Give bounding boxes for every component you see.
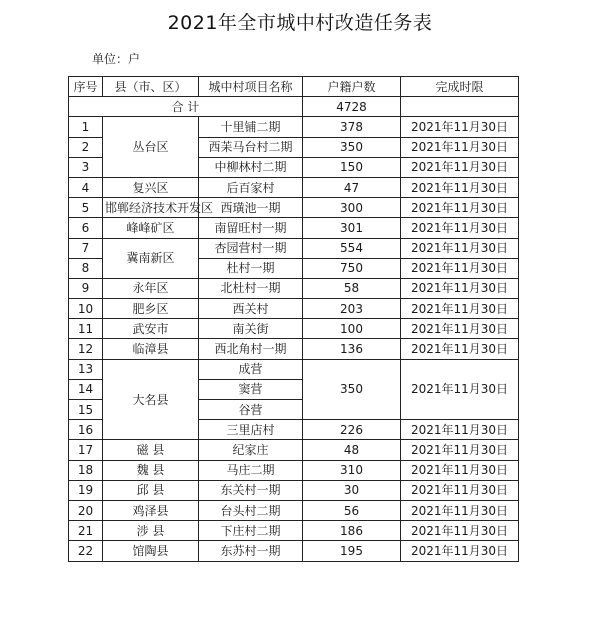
table-row	[69, 480, 519, 500]
project-cell: 杜村一期	[199, 258, 303, 278]
county-cell: 邯郸经济技术开发区	[103, 198, 199, 218]
seq-cell: 6	[69, 218, 103, 238]
project-cell: 西关村	[199, 299, 303, 319]
seq-cell: 2	[69, 137, 103, 157]
deadline-cell: 2021年11月30日	[401, 420, 519, 440]
total-deadline-cell	[401, 97, 519, 117]
households-cell: 100	[303, 319, 401, 339]
seq-cell: 5	[69, 198, 103, 218]
project-cell: 西北角村一期	[199, 339, 303, 359]
seq-cell: 3	[69, 157, 103, 177]
project-cell: 三里店村	[199, 420, 303, 440]
seq-cell: 16	[69, 420, 103, 440]
households-cell: 136	[303, 339, 401, 359]
households-cell: 226	[303, 420, 401, 440]
county-cell: 魏 县	[103, 460, 199, 480]
county-cell: 涉 县	[103, 521, 199, 541]
households-cell: 56	[303, 500, 401, 520]
project-cell: 东苏村一期	[199, 541, 303, 561]
households-cell: 203	[303, 299, 401, 319]
deadline-cell: 2021年11月30日	[401, 500, 519, 520]
table-row	[69, 440, 519, 460]
project-cell: 纪家庄	[199, 440, 303, 460]
households-cell: 554	[303, 238, 401, 258]
households-cell: 47	[303, 177, 401, 197]
table-row	[69, 117, 519, 137]
deadline-cell: 2021年11月30日	[401, 480, 519, 500]
county-cell: 丛台区	[103, 117, 199, 178]
seq-cell: 19	[69, 480, 103, 500]
table-row	[69, 198, 519, 218]
county-cell: 复兴区	[103, 177, 199, 197]
deadline-cell: 2021年11月30日	[401, 258, 519, 278]
deadline-cell: 2021年11月30日	[401, 541, 519, 561]
project-cell: 窦营	[199, 379, 303, 399]
project-cell: 西璜池一期	[199, 198, 303, 218]
project-cell: 台头村二期	[199, 500, 303, 520]
county-cell: 馆陶县	[103, 541, 199, 561]
deadline-cell: 2021年11月30日	[401, 177, 519, 197]
table-row	[69, 278, 519, 298]
deadline-cell: 2021年11月30日	[401, 460, 519, 480]
seq-cell: 20	[69, 500, 103, 520]
deadline-cell: 2021年11月30日	[401, 299, 519, 319]
table-row	[69, 218, 519, 238]
project-cell: 十里铺二期	[199, 117, 303, 137]
households-cell: 350	[303, 359, 401, 420]
header-deadline: 完成时限	[401, 77, 519, 97]
deadline-cell: 2021年11月30日	[401, 319, 519, 339]
table-row	[69, 319, 519, 339]
unit-label: 单位：户	[92, 52, 141, 66]
total-value: 4728	[303, 97, 401, 117]
county-cell: 磁 县	[103, 440, 199, 460]
households-cell: 30	[303, 480, 401, 500]
households-cell: 48	[303, 440, 401, 460]
task-table	[68, 76, 519, 562]
households-cell: 300	[303, 198, 401, 218]
table-row	[69, 521, 519, 541]
page-title: 2021年全市城中村改造任务表	[167, 12, 433, 34]
table-row	[69, 177, 519, 197]
deadline-cell: 2021年11月30日	[401, 137, 519, 157]
households-cell: 378	[303, 117, 401, 137]
table-row	[69, 339, 519, 359]
seq-cell: 1	[69, 117, 103, 137]
seq-cell: 10	[69, 299, 103, 319]
county-cell: 邱 县	[103, 480, 199, 500]
project-cell: 中柳林村二期	[199, 157, 303, 177]
county-cell: 大名县	[103, 359, 199, 440]
county-cell: 永年区	[103, 278, 199, 298]
deadline-cell: 2021年11月30日	[401, 339, 519, 359]
deadline-cell: 2021年11月30日	[401, 359, 519, 420]
seq-cell: 21	[69, 521, 103, 541]
seq-cell: 9	[69, 278, 103, 298]
table-row	[69, 500, 519, 520]
seq-cell: 8	[69, 258, 103, 278]
project-cell: 东关村一期	[199, 480, 303, 500]
project-cell: 下庄村二期	[199, 521, 303, 541]
deadline-cell: 2021年11月30日	[401, 198, 519, 218]
project-cell: 西苿马台村二期	[199, 137, 303, 157]
seq-cell: 12	[69, 339, 103, 359]
project-cell: 谷营	[199, 400, 303, 420]
deadline-cell: 2021年11月30日	[401, 238, 519, 258]
seq-cell: 18	[69, 460, 103, 480]
deadline-cell: 2021年11月30日	[401, 117, 519, 137]
households-cell: 301	[303, 218, 401, 238]
table-row	[69, 460, 519, 480]
header-project: 城中村项目名称	[199, 77, 303, 97]
project-cell: 南留旺村一期	[199, 218, 303, 238]
deadline-cell: 2021年11月30日	[401, 440, 519, 460]
project-cell: 后百家村	[199, 177, 303, 197]
deadline-cell: 2021年11月30日	[401, 218, 519, 238]
seq-cell: 22	[69, 541, 103, 561]
project-cell: 马庄二期	[199, 460, 303, 480]
households-cell: 58	[303, 278, 401, 298]
seq-cell: 11	[69, 319, 103, 339]
households-cell: 310	[303, 460, 401, 480]
table-row	[69, 238, 519, 258]
project-cell: 北杜村一期	[199, 278, 303, 298]
header-county: 县（市、区）	[103, 77, 199, 97]
households-cell: 186	[303, 521, 401, 541]
deadline-cell: 2021年11月30日	[401, 521, 519, 541]
header-row	[69, 77, 519, 97]
county-cell: 武安市	[103, 319, 199, 339]
table-row	[69, 299, 519, 319]
table-row	[69, 541, 519, 561]
households-cell: 750	[303, 258, 401, 278]
total-row	[69, 97, 519, 117]
county-cell: 鸡泽县	[103, 500, 199, 520]
households-cell: 350	[303, 137, 401, 157]
seq-cell: 17	[69, 440, 103, 460]
project-cell: 南关街	[199, 319, 303, 339]
county-cell: 冀南新区	[103, 238, 199, 278]
households-cell: 195	[303, 541, 401, 561]
seq-cell: 4	[69, 177, 103, 197]
deadline-cell: 2021年11月30日	[401, 278, 519, 298]
table-row	[69, 359, 519, 379]
project-cell: 成营	[199, 359, 303, 379]
seq-cell: 15	[69, 400, 103, 420]
households-cell: 150	[303, 157, 401, 177]
header-seq: 序号	[69, 77, 103, 97]
deadline-cell: 2021年11月30日	[401, 157, 519, 177]
seq-cell: 14	[69, 379, 103, 399]
county-cell: 临漳县	[103, 339, 199, 359]
seq-cell: 7	[69, 238, 103, 258]
county-cell: 峰峰矿区	[103, 218, 199, 238]
total-label: 合 计	[69, 97, 303, 117]
project-cell: 杏园营村一期	[199, 238, 303, 258]
county-cell: 肥乡区	[103, 299, 199, 319]
seq-cell: 13	[69, 359, 103, 379]
header-households: 户籍户数	[303, 77, 401, 97]
